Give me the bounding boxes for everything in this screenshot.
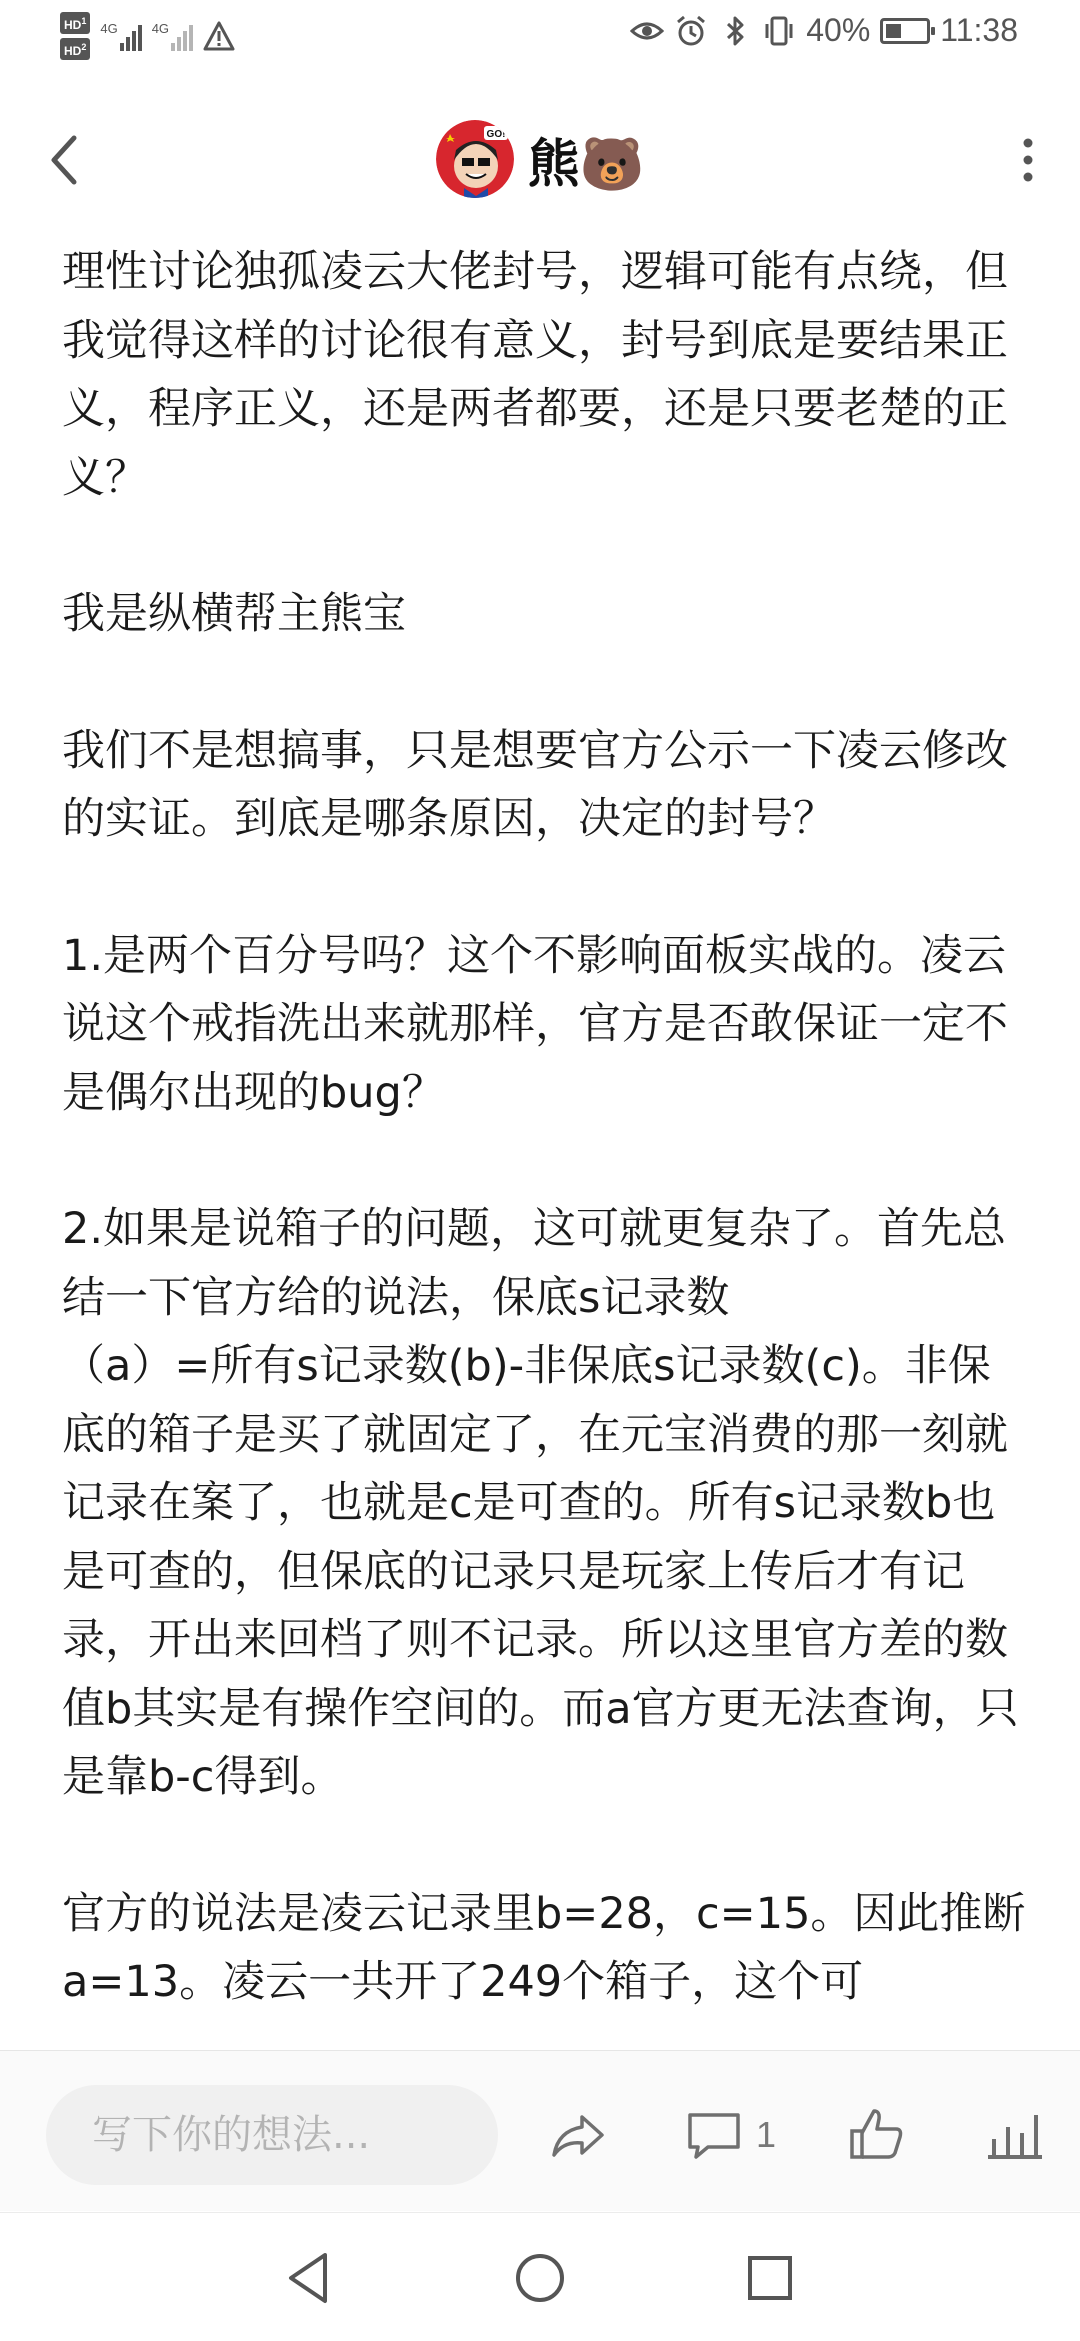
share-icon [548, 2105, 608, 2165]
warning-icon [203, 21, 235, 51]
status-left [60, 12, 235, 60]
comment-button[interactable] [684, 2105, 776, 2165]
hd-badge-sim1: $HD^1$ [60, 12, 90, 34]
author-info[interactable] [0, 120, 1080, 198]
comment-input[interactable] [46, 2085, 498, 2185]
comment-icon [684, 2105, 744, 2165]
clock: 11:38 [940, 12, 1018, 48]
vibrate-icon [762, 14, 796, 48]
battery-percent: 40% [806, 12, 871, 48]
author-name[interactable]: 熊🐻 [527, 134, 645, 195]
nav-recents-icon[interactable] [735, 2243, 805, 2313]
status-right [630, 12, 1018, 49]
paragraph: 2.如果是说箱子的问题，这可就更复杂了。首先总结一下官方给的说法，保底s记录数 （a）=所有s记录数(b)-非保底s记录数(c)。非保底的箱子是买了就固定了，在元宝消费的那一刻就记录在案了，也就是c是可查的。所有s记录数b也是可查的，但保底的记录只是玩家上传后才有记录，开出来回档了则不记录。所以这里官方差的数值b其实是有操作空间的。而a官方更无法查询，只是靠b-c得到。 [62, 1204, 1019, 1802]
author-avatar[interactable] [436, 120, 514, 198]
signal-icon-sim2 [152, 21, 193, 51]
nav-back-icon[interactable] [273, 2243, 343, 2313]
system-nav-bar [0, 2212, 1080, 2341]
paragraph: 我们不是想搞事，只是想要官方公示一下凌云修改的实证。到底是哪条原因，决定的封号？ [62, 725, 1008, 844]
paragraph: 1.是两个百分号吗？这个不影响面板实战的。凌云说这个戒指洗出来就那样，官方是否敢保证一定不是偶尔出现的bug？ [62, 930, 1008, 1118]
paragraph: 我是纵横帮主熊宝 [62, 589, 406, 639]
post-content [62, 238, 1030, 2050]
bar-chart-icon [984, 2105, 1044, 2165]
hd-badge-sim2: $HD^2$ [60, 38, 90, 60]
nav-home-icon[interactable] [505, 2243, 575, 2313]
more-options-icon[interactable] [1016, 135, 1040, 185]
avatar-badge-text: GO! [486, 129, 506, 140]
alarm-icon [674, 14, 708, 48]
paragraph: 理性讨论独孤凌云大佬封号，逻辑可能有点绕，但我觉得这样的讨论很有意义，封号到底是要结果正义，程序正义，还是两者都要，还是只要老楚的正义？ [62, 247, 1008, 503]
bluetooth-icon [718, 14, 752, 48]
network-type-2: 4G [151, 21, 170, 36]
thumbs-up-icon [846, 2105, 906, 2165]
signal-icon-sim1 [100, 21, 141, 51]
network-type-1: 4G [100, 21, 118, 36]
status-bar [0, 0, 1080, 72]
like-button[interactable] [846, 2105, 906, 2165]
top-bar [0, 100, 1080, 220]
paragraph: 官方的说法是凌云记录里b=28，c=15。因此推断a=13。凌云一共开了249个箱子，这个可 [62, 1888, 1026, 2007]
stats-button[interactable] [984, 2105, 1044, 2165]
battery-icon [880, 18, 930, 44]
action-bar [0, 2050, 1080, 2211]
share-button[interactable] [548, 2105, 608, 2165]
comment-count: 1 [756, 2114, 777, 2155]
eye-icon [630, 14, 664, 48]
hd-badges [60, 12, 90, 60]
